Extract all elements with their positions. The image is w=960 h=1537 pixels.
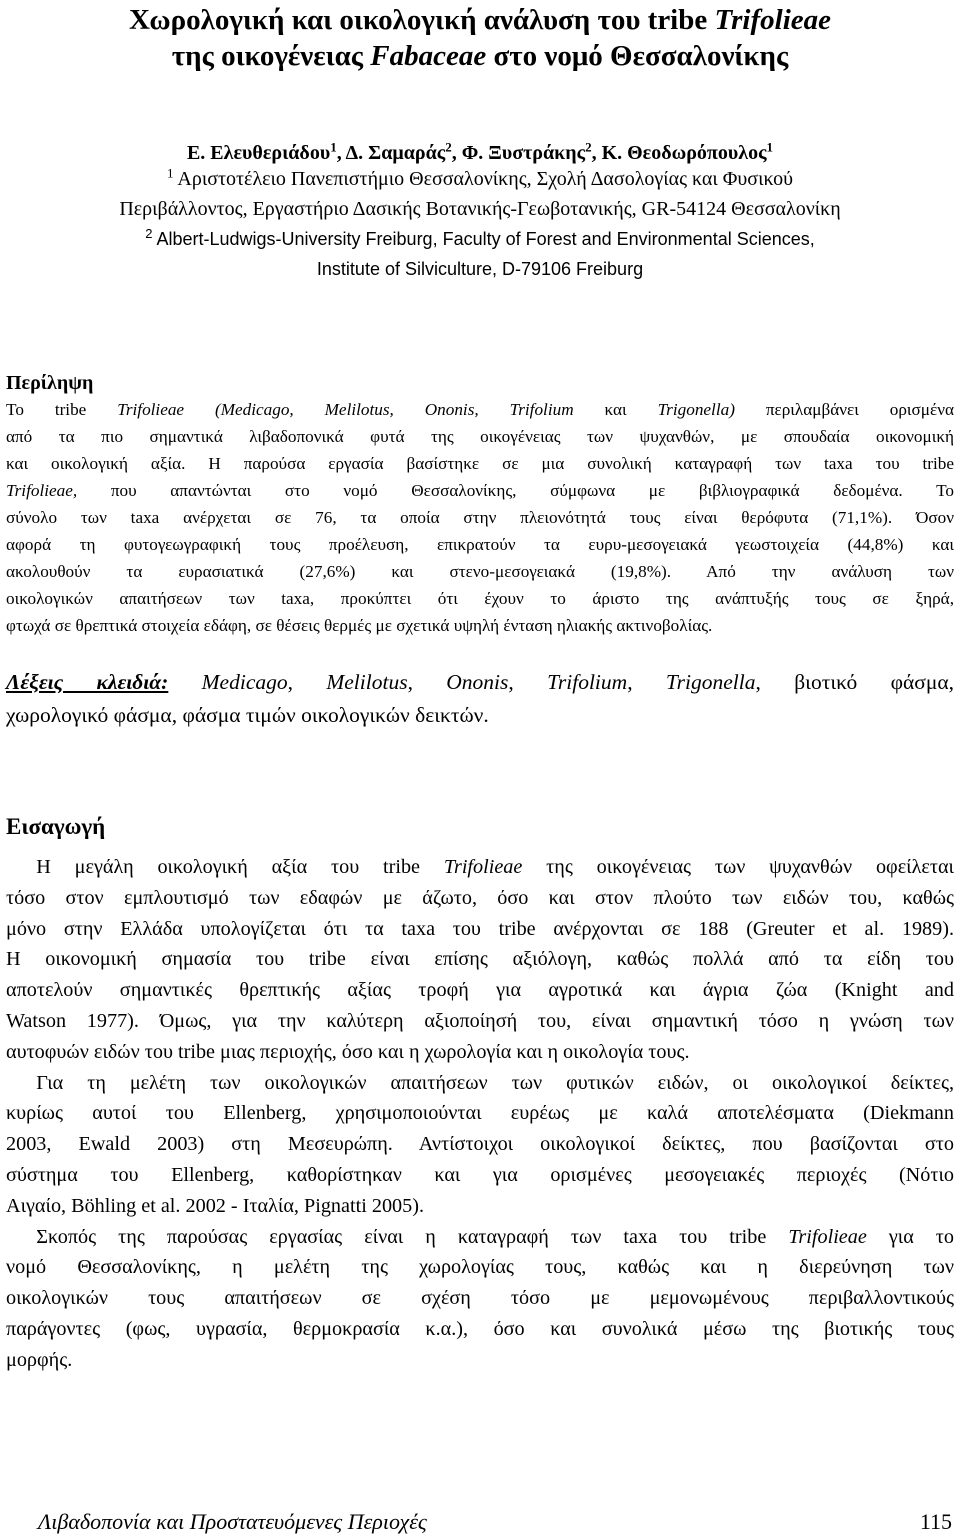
page-footer (38, 1509, 956, 1535)
body-line: Watson 1977). Όμως, για την καλύτερη αξιοποίησή του, είναι σημαντική τόσο η γνώση των (6, 1009, 954, 1032)
keywords-line: χωρολογικό φάσμα, φάσμα τιμών οικολογικών δεικτών. (6, 703, 489, 727)
body-line: κυρίως αυτοί του Ellenberg, χρησιμοποιούνται ευρέως με καλά αποτελέσματα (Diekmann (6, 1102, 954, 1125)
title-line-1: Χωρολογική και οικολογική ανάλυση του tribe Trifolieae (128, 4, 831, 36)
introduction-body (6, 852, 954, 1376)
abstract-line: σύνολο των taxa ανέρχεται σε 76, τα οποία στην πλειονότητά τους είναι θερόφυτα (71,1%). Όσον (6, 508, 954, 527)
abstract-line: Το tribe Trifolieae (Medicago, Melilotus, Ononis, Trifolium και Trigonella) περιλαμβάνει ορισμένα (6, 400, 955, 419)
abstract-line: αφορά τη φυτογεωγραφική τους προέλευση, επικρατούν τα ευρυ-μεσογειακά γεωστοιχεία (44,8%) και (6, 535, 954, 554)
body-line: Για τη μελέτη των οικολογικών απαιτήσεων των φυτικών ειδών, οι οικολογικοί δείκτες, (36, 1071, 954, 1094)
section-heading-introduction: Εισαγωγή (6, 814, 106, 839)
body-line: σύστημα του Ellenberg, καθορίστηκαν και για ορισμένες μεσογειακές περιοχές (Νότιο (6, 1163, 954, 1186)
body-line: μόνο στην Ελλάδα υπολογίζεται ότι τα taxa του tribe ανέρχονται σε 188 (Greuter et al. 1989). (6, 917, 954, 940)
body-line: Η οικονομική σημασία του tribe είναι επίσης αξιόλογη, καθώς πολλά από τα είδη του (6, 948, 954, 971)
affiliation-line: Institute of Silviculture, D-79106 Freiburg (316, 259, 644, 279)
body-line: Αιγαίο, Böhling et al. 2002 - Ιταλία, Pignatti 2005). (6, 1194, 425, 1217)
keywords-label: Λέξεις κλειδιά: (6, 670, 169, 694)
paper-title (0, 2, 960, 74)
affiliations (0, 164, 960, 284)
author-list: Ε. Ελευθεριάδου$^1$, Δ. Σαμαράς$^2$, Φ. Ξυστράκης$^2$, Κ. Θεοδωρόπουλος$^1$ (186, 139, 774, 164)
affiliation-line: $^1$ Αριστοτέλειο Πανεπιστήμιο Θεσσαλονίκης, Σχολή Δασολογίας και Φυσικού (167, 165, 793, 190)
body-line: τόσο στον εμπλουτισμό των εδαφών με άζωτο, όσο και στον πλούτο των ειδών του, καθώς (6, 886, 954, 909)
body-line: αυτοφυών ειδών του tribe μιας περιοχής, όσο και η χωρολογία και η οικολογία τους. (6, 1040, 690, 1063)
journal-name: Λιβαδοπονία και Προστατευόμενες Περιοχές (38, 1509, 427, 1534)
body-line: Η μεγάλη οικολογική αξία του tribe Trifolieae της οικογένειας των ψυχανθών οφείλεται (36, 856, 954, 878)
abstract-line: και οικολογική αξία. Η παρούσα εργασία βασίστηκε σε μια συνολική καταγραφή των taxa του tribe (6, 454, 954, 473)
page-number: 115 (919, 1509, 952, 1534)
body-line: μορφής. (6, 1348, 73, 1371)
abstract-line: φτωχά σε θρεπτικά στοιχεία εδάφη, σε θέσεις θερμές με σχετικά υψηλή ένταση ηλιακής ακτινοβολίας. (6, 616, 713, 635)
abstract-line: Trifolieae, που απαντώνται στο νομό Θεσσαλονίκης, σύμφωνα με βιβλιογραφικά δεδομένα. Το (6, 481, 954, 500)
body-line: οικολογικών τους απαιτήσεων σε σχέση τόσο με μεμονωμένους περιβαλλοντικούς (6, 1287, 954, 1310)
abstract-line: οικολογικών απαιτήσεων των taxa, προκύπτει ότι έχουν το άριστο της ανάπτυξής τους σε ξηρά, (6, 589, 954, 608)
abstract-body (6, 396, 954, 639)
body-line: Σκοπός της παρούσας εργασίας είναι η καταγραφή των taxa του tribe Trifolieae για το (36, 1225, 954, 1248)
abstract-line: από τα πιο σημαντικά λιβαδοπονικά φυτά της οικογένειας των ψυχανθών, με σπουδαία οικονομική (6, 427, 954, 446)
affiliation-line: $^2$ Albert-Ludwigs-University Freiburg, Faculty of Forest and Environmental Sciences, (145, 226, 815, 249)
affiliation-line: Περιβάλλοντος, Εργαστήριο Δασικής Βοτανικής-Γεωβοτανικής, GR-54124 Θεσσαλονίκη (119, 198, 841, 220)
keywords-line: Λέξεις κλειδιά: Medicago, Melilotus, Ononis, Trifolium, Trigonella, βιοτικό φάσμα, (6, 670, 955, 694)
keywords (6, 666, 954, 732)
abstract-line: ακολουθούν τα ευρασιατικά (27,6%) και στενο-μεσογειακά (19,8%). Από την ανάλυση των (6, 562, 954, 581)
abstract-heading: Περίληψη (6, 372, 94, 394)
title-line-2: της οικογένειας Fabaceae στο νομό Θεσσαλονίκης (171, 40, 789, 72)
body-line: αποτελούν σημαντικές θρεπτικής αξίας τροφή για αγροτικά και άγρια ζώα (Knight and (6, 979, 954, 1002)
body-line: νομό Θεσσαλονίκης, η μελέτη της χωρολογίας τους, καθώς και η διερεύνηση των (6, 1256, 954, 1279)
body-line: 2003, Ewald 2003) στη Μεσευρώπη. Αντίστοιχοι οικολογικοί δείκτες, που βασίζονται στο (6, 1133, 954, 1156)
body-line: παράγοντες (φως, υγρασία, θερμοκρασία κ.α.), όσο και συνολικά μέσω της βιοτικής τους (6, 1317, 954, 1340)
